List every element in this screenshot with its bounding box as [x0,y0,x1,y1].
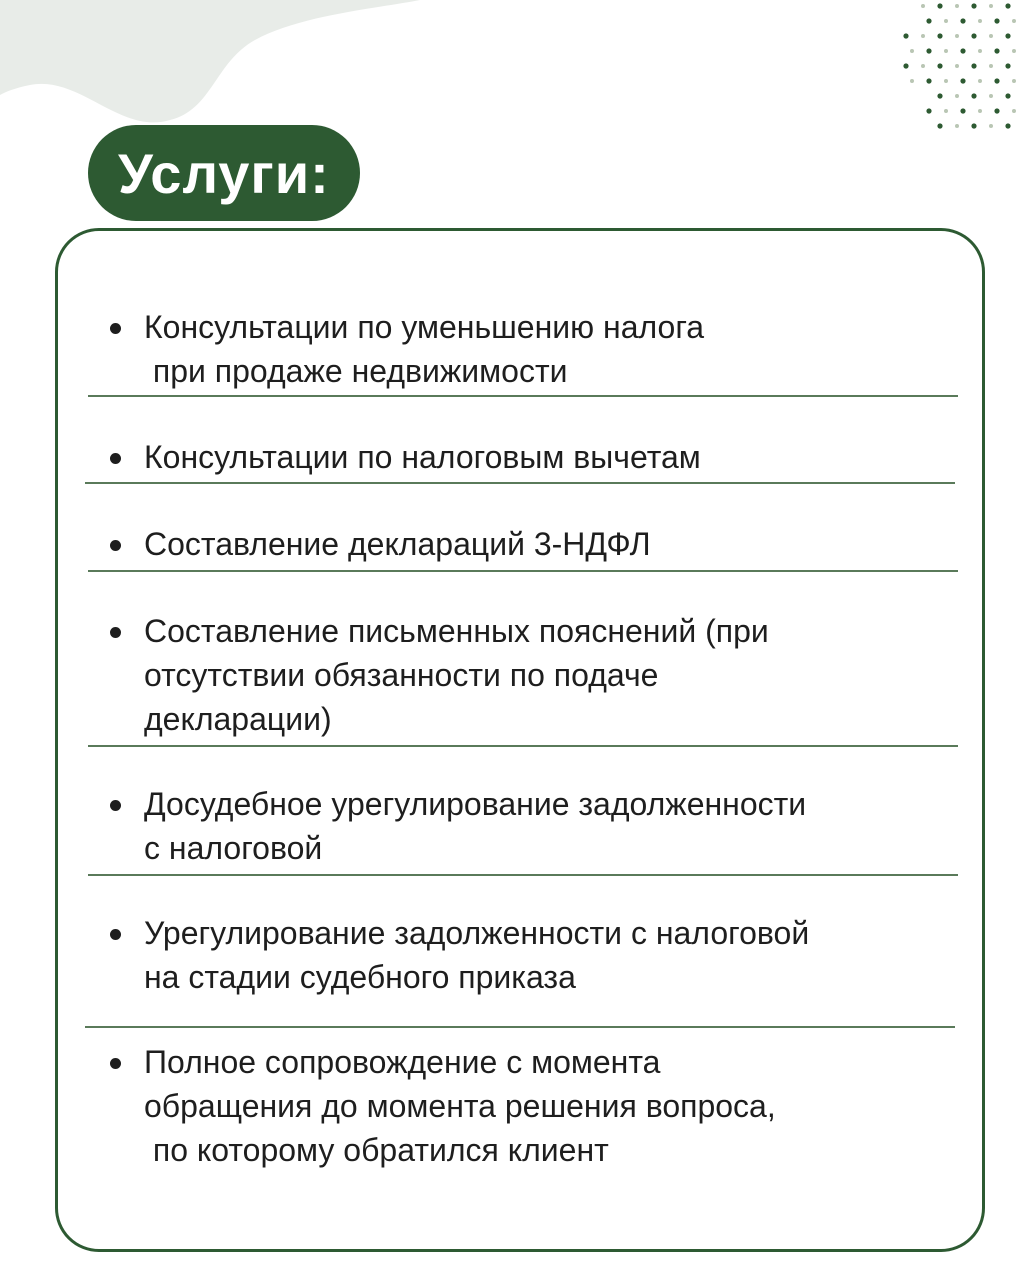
dot-mark [937,63,942,68]
bullet-icon [110,453,121,464]
divider [88,570,958,572]
dot-mark [1005,3,1010,8]
dot-mark [937,93,942,98]
bullet-icon [110,627,121,638]
dot-mark [937,3,942,8]
title-badge [88,125,360,221]
divider [88,874,958,876]
dot-mark [971,3,976,8]
dot-mark [910,79,914,83]
dot-mark [937,123,942,128]
dot-mark [926,18,931,23]
dot-mark [1005,63,1010,68]
service-text: Полное сопровождение с момента обращения до момента решения вопроса, по которому обратился клиент [144,1044,776,1168]
dot-mark [971,33,976,38]
bullet-icon [110,1058,121,1069]
bullet-icon [110,323,121,334]
bullet-icon [110,540,121,551]
bullet-icon [110,929,121,940]
dot-mark [960,48,965,53]
dot-mark [989,94,993,98]
dot-mark [926,78,931,83]
dot-mark [989,64,993,68]
dot-mark [1005,93,1010,98]
divider [88,745,958,747]
dot-mark [921,4,925,8]
dot-mark [910,49,914,53]
bullet-icon [110,800,121,811]
dot-mark [955,4,959,8]
dot-mark [971,63,976,68]
dot-mark [994,48,999,53]
page-title: Услуги: [118,141,330,205]
service-text: Составление письменных пояснений (при отсутствии обязанности по подаче декларации) [144,613,769,737]
dot-mark [926,48,931,53]
dot-mark [978,109,982,113]
dot-mark [971,93,976,98]
dot-mark [1012,19,1016,23]
service-text: Консультации по налоговым вычетам [144,439,701,475]
dot-mark [994,78,999,83]
dot-mark [1005,123,1010,128]
dot-mark [903,33,908,38]
divider [85,1026,955,1028]
dot-mark [1012,109,1016,113]
dot-mark [994,108,999,113]
dot-mark [960,18,965,23]
dot-mark [955,124,959,128]
dot-mark [955,34,959,38]
dot-mark [971,123,976,128]
dot-mark [960,78,965,83]
dot-mark [978,19,982,23]
dot-mark [903,63,908,68]
dot-mark [1012,49,1016,53]
dot-mark [955,94,959,98]
dot-mark [955,64,959,68]
dot-mark [944,49,948,53]
dot-mark [944,109,948,113]
dot-pattern-decoration [894,0,1024,135]
dot-mark [1012,79,1016,83]
dot-mark [978,49,982,53]
divider [85,482,955,484]
dot-mark [989,4,993,8]
dot-mark [978,79,982,83]
dot-mark [989,34,993,38]
dot-mark [944,19,948,23]
dot-mark [921,34,925,38]
service-text: Урегулирование задолженности с налоговой на стадии судебного приказа [144,915,810,995]
dot-mark [921,64,925,68]
dot-mark [994,18,999,23]
service-text: Консультации по уменьшению налога при продаже недвижимости [144,309,705,389]
service-text: Составление деклараций 3-НДФЛ [144,526,651,562]
divider [88,395,958,397]
dot-mark [937,33,942,38]
dot-mark [944,79,948,83]
dot-mark [989,124,993,128]
dot-mark [1005,33,1010,38]
dot-mark [960,108,965,113]
dot-mark [926,108,931,113]
service-text: Досудебное урегулирование задолженности с налоговой [144,786,807,866]
